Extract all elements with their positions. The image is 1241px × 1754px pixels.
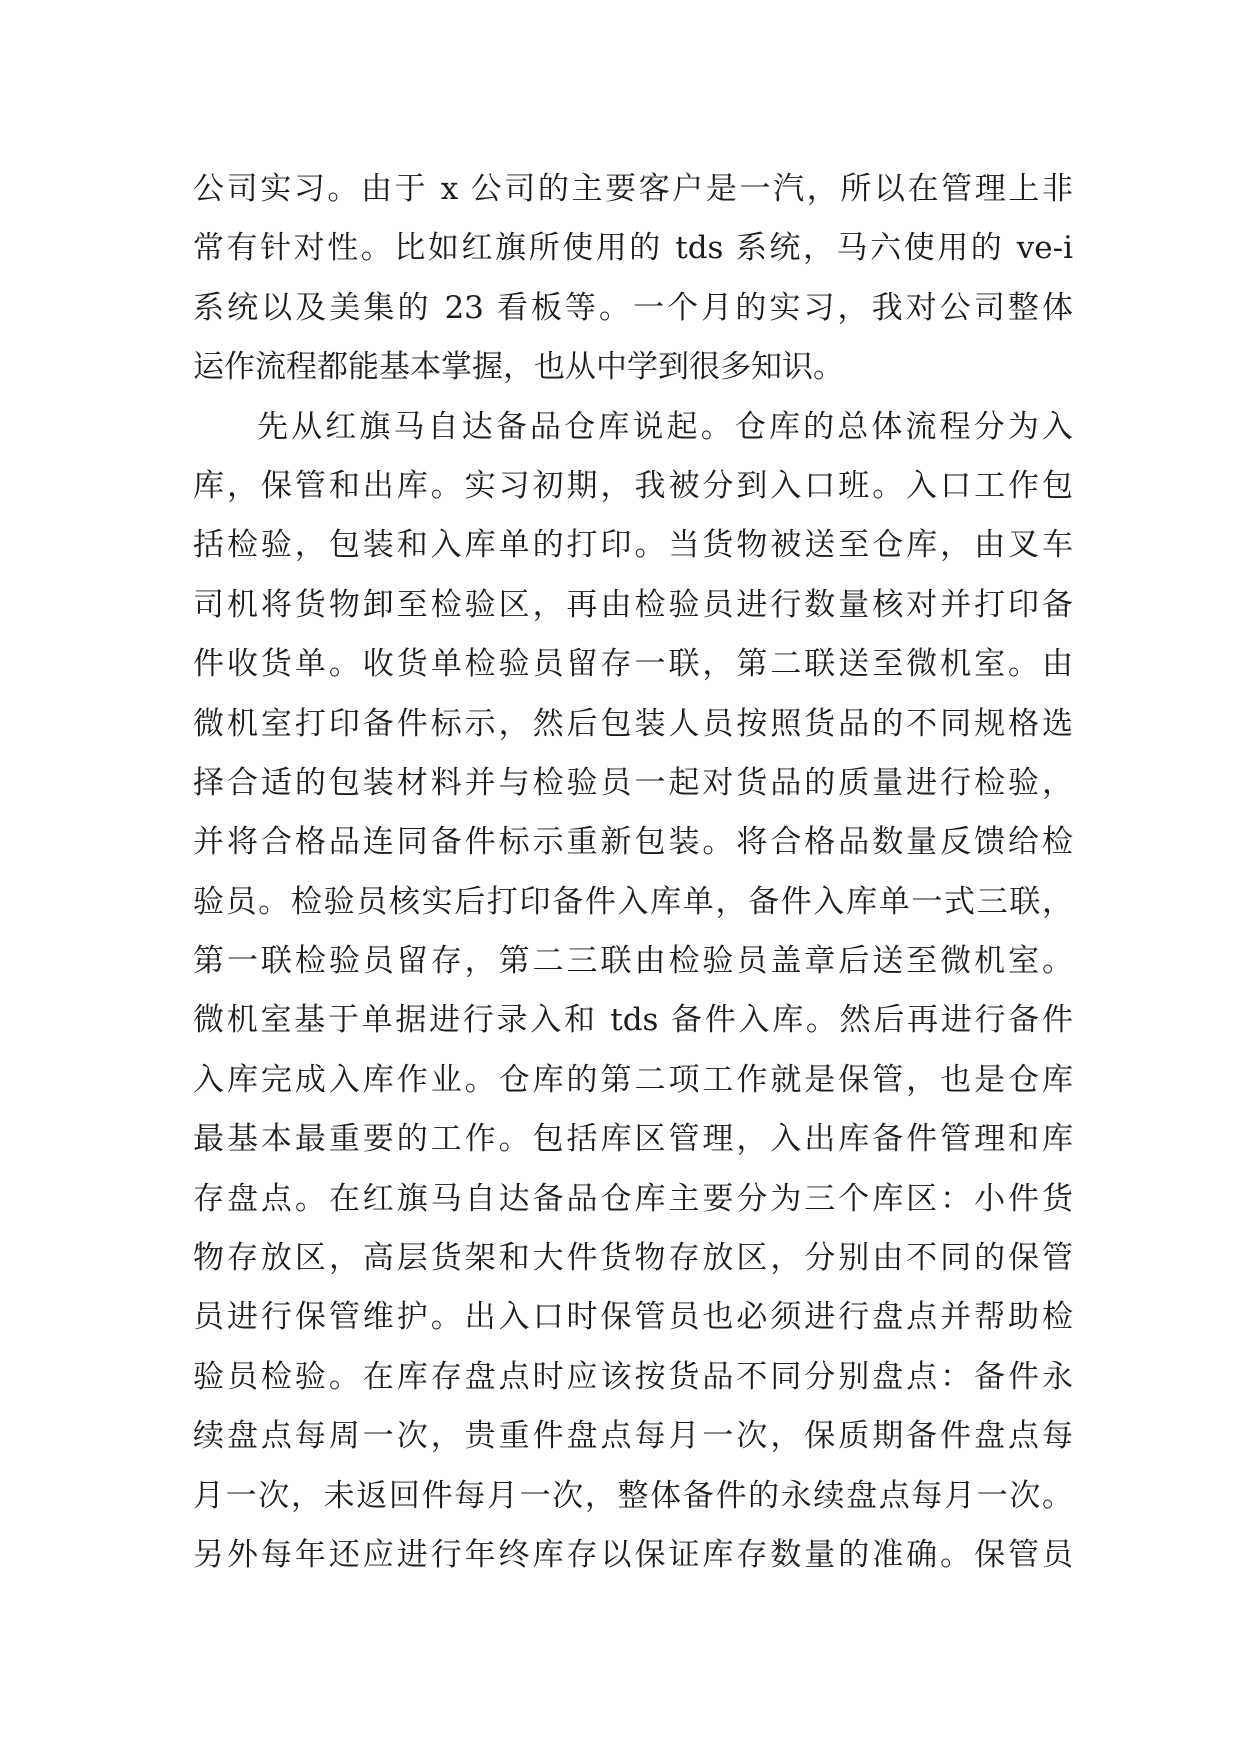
text-line: 微机室基于单据进行录入和 tds 备件入库。然后再进行备件 <box>193 1002 1073 1039</box>
text-line: 并将合格品连同备件标示重新包装。将合格品数量反馈给检 <box>193 824 1073 861</box>
text-line: 择合适的包装材料并与检验员一起对货品的质量进行检验， <box>193 764 1073 801</box>
text-line: 公司实习。由于 x 公司的主要客户是一汽，所以在管理上非 <box>193 171 1073 207</box>
body-text <box>193 160 1073 1585</box>
text-line: 括检验，包装和入库单的打印。当货物被送至仓库，由叉车 <box>193 527 1073 564</box>
text-line: 最基本最重要的工作。包括库区管理，入出库备件管理和库 <box>193 1121 1073 1158</box>
text-line: 常有针对性。比如红旗所使用的 tds 系统，马六使用的 ve-i <box>193 230 1073 267</box>
text-line: 续盘点每周一次，贵重件盘点每月一次，保质期备件盘点每 <box>193 1418 1073 1455</box>
text-line: 另外每年还应进行年终库存以保证库存数量的准确。保管员 <box>193 1536 1073 1573</box>
text-line: 第一联检验员留存，第二三联由检验员盖章后送至微机室。 <box>193 943 1073 980</box>
text-line: 物存放区，高层货架和大件货物存放区，分别由不同的保管 <box>193 1240 1073 1277</box>
text-line: 验员。检验员核实后打印备件入库单，备件入库单一式三联， <box>193 883 1073 920</box>
text-line: 员进行保管维护。出入口时保管员也必须进行盘点并帮助检 <box>193 1299 1073 1336</box>
text-line: 入库完成入库作业。仓库的第二项工作就是保管，也是仓库 <box>193 1061 1073 1098</box>
text-line: 月一次，未返回件每月一次，整体备件的永续盘点每月一次。 <box>193 1477 1073 1514</box>
text-line: 存盘点。在红旗马自达备品仓库主要分为三个库区：小件货 <box>193 1180 1073 1217</box>
text-line: 司机将货物卸至检验区，再由检验员进行数量核对并打印备 <box>193 586 1073 623</box>
text-line: 运作流程都能基本掌握，也从中学到很多知识。 <box>193 349 844 386</box>
text-line: 微机室打印备件标示，然后包装人员按照货品的不同规格选 <box>193 705 1073 742</box>
text-line: 库，保管和出库。实习初期，我被分到入口班。入口工作包 <box>193 467 1073 504</box>
text-line: 件收货单。收货单检验员留存一联，第二联送至微机室。由 <box>193 646 1073 683</box>
text-line: 验员检验。在库存盘点时应该按货品不同分别盘点：备件永 <box>193 1358 1073 1395</box>
text-line: 系统以及美集的 23 看板等。一个月的实习，我对公司整体 <box>193 289 1073 326</box>
text-line: 先从红旗马自达备品仓库说起。仓库的总体流程分为入 <box>257 408 1073 445</box>
